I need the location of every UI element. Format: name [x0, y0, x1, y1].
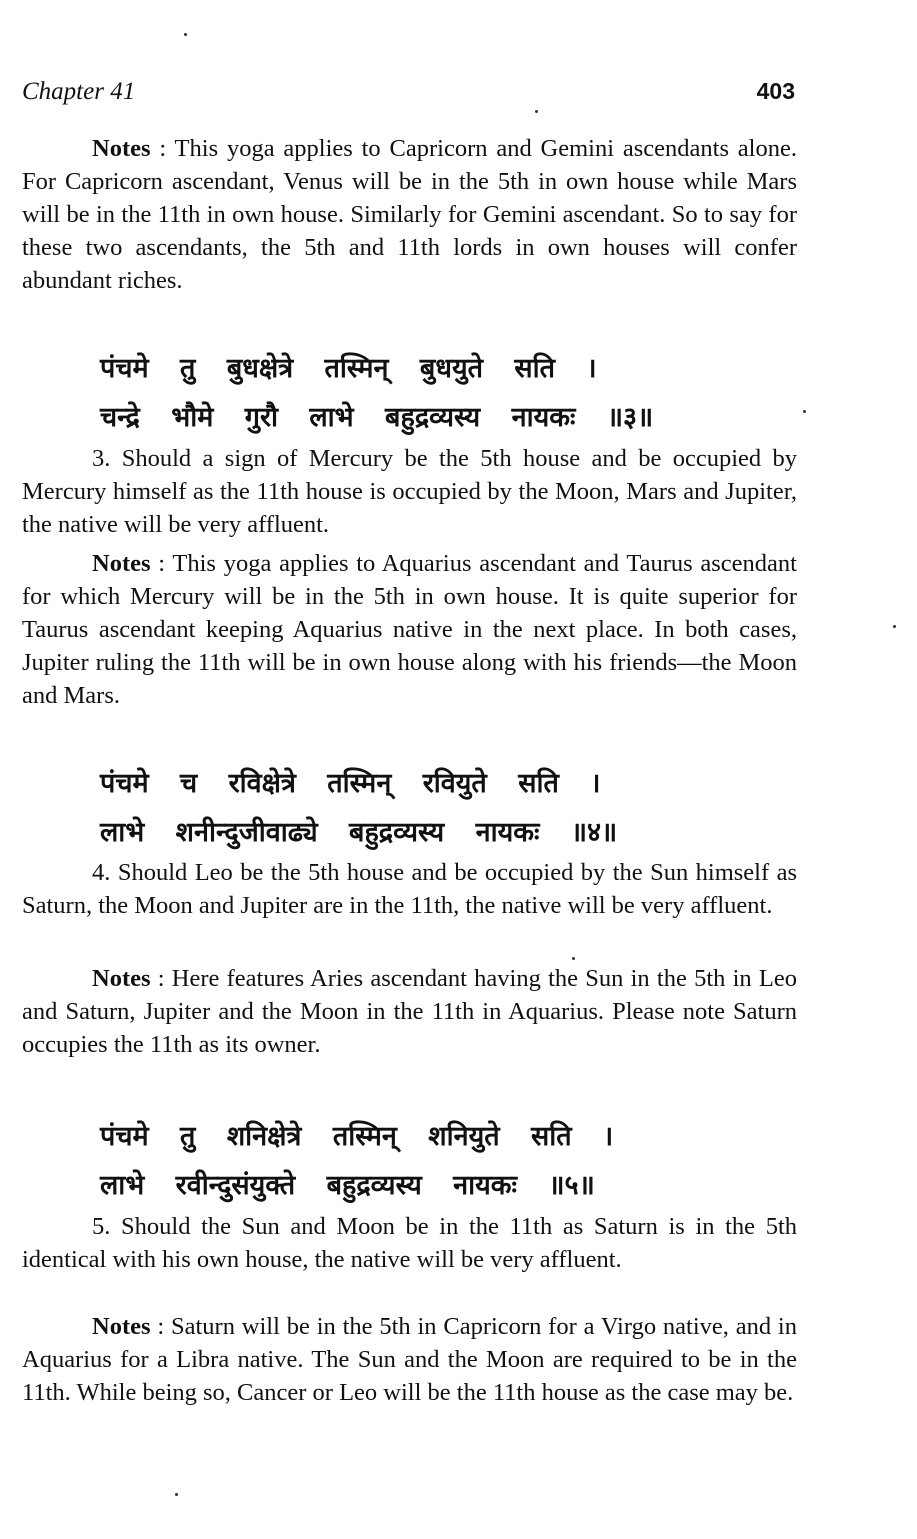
- note-text: : Saturn will be in the 5th in Capricorn for a Virgo native, and in Aquarius for a Libra native. The Sun and the Moon are required to be in the 11th. While being so, Cancer or Leo will be the 11th house as the case may be.: [22, 1313, 797, 1406]
- sanskrit-verse-5: [100, 1112, 720, 1210]
- scan-speck: [535, 110, 538, 113]
- chapter-title: Chapter 41: [22, 78, 136, 105]
- verse-line: पंचमे तु बुधक्षेत्रे तस्मिन् बुधयुते सति ।: [100, 353, 597, 384]
- translation-paragraph-3: 3. Should a sign of Mercury be the 5th house and be occupied by Mercury himself as the 11th house is occupied by the Moon, Mars and Jupiter, the native will be very affluent.: [22, 445, 797, 538]
- scan-speck: [184, 33, 187, 36]
- sanskrit-verse-3: [100, 344, 720, 442]
- scan-speck: [893, 625, 896, 628]
- verse-line: लाभे शनीन्दुजीवाढ्ये बहुद्रव्यस्य नायकः ॥४॥: [100, 817, 618, 848]
- note-paragraph-1: [22, 132, 797, 297]
- note-label: Notes: [92, 135, 151, 162]
- note-label: Notes: [92, 965, 151, 992]
- note-label: Notes: [92, 1313, 151, 1340]
- note-paragraph-3: [22, 547, 797, 712]
- note-text: : This yoga applies to Capricorn and Gemini ascendants alone. For Capricorn ascendant, Venus will be in the 5th in own house while Mars will be in the 11th in own house. Similarly for Gemini ascendant. So to say for these two ascendants, the 5th and 11th lords in own houses will confer abundant riches.: [22, 135, 797, 294]
- verse-line: पंचमे तु शनिक्षेत्रे तस्मिन् शनियुते सति ।: [100, 1121, 614, 1152]
- scan-speck: [572, 957, 575, 960]
- verse-line: लाभे रवीन्दुसंयुक्ते बहुद्रव्यस्य नायकः ॥५॥: [100, 1170, 595, 1201]
- verse-line: चन्द्रे भौमे गुरौ लाभे बहुद्रव्यस्य नायकः ॥३॥: [100, 402, 654, 433]
- note-paragraph-5: [22, 1310, 797, 1409]
- note-text: : Here features Aries ascendant having the Sun in the 5th in Leo and Saturn, Jupiter and the Moon in the 11th in Aquarius. Please note Saturn occupies the 11th as its owner.: [22, 965, 797, 1058]
- translation-paragraph-5: 5. Should the Sun and Moon be in the 11th as Saturn is in the 5th identical with his own house, the native will be very affluent.: [22, 1213, 797, 1273]
- scan-speck: [175, 1493, 178, 1496]
- page-number: 403: [756, 78, 795, 104]
- note-label: Notes: [92, 550, 151, 577]
- verse-line: पंचमे च रविक्षेत्रे तस्मिन् रवियुते सति ।: [100, 768, 601, 799]
- note-paragraph-4: [22, 962, 797, 1061]
- scan-speck: [803, 410, 806, 413]
- note-text: : This yoga applies to Aquarius ascendant and Taurus ascendant for which Mercury will be in the 5th in own house. It is quite superior for Taurus ascendant keeping Aquarius native in the next place. In both cases, Jupiter ruling the 11th will be in own house along with his friends—the Moon and Mars.: [22, 550, 797, 709]
- sanskrit-verse-4: [100, 759, 720, 857]
- page-header: [22, 78, 795, 112]
- translation-paragraph-4: 4. Should Leo be the 5th house and be occupied by the Sun himself as Saturn, the Moon and Jupiter are in the 11th, the native will be very affluent.: [22, 859, 797, 919]
